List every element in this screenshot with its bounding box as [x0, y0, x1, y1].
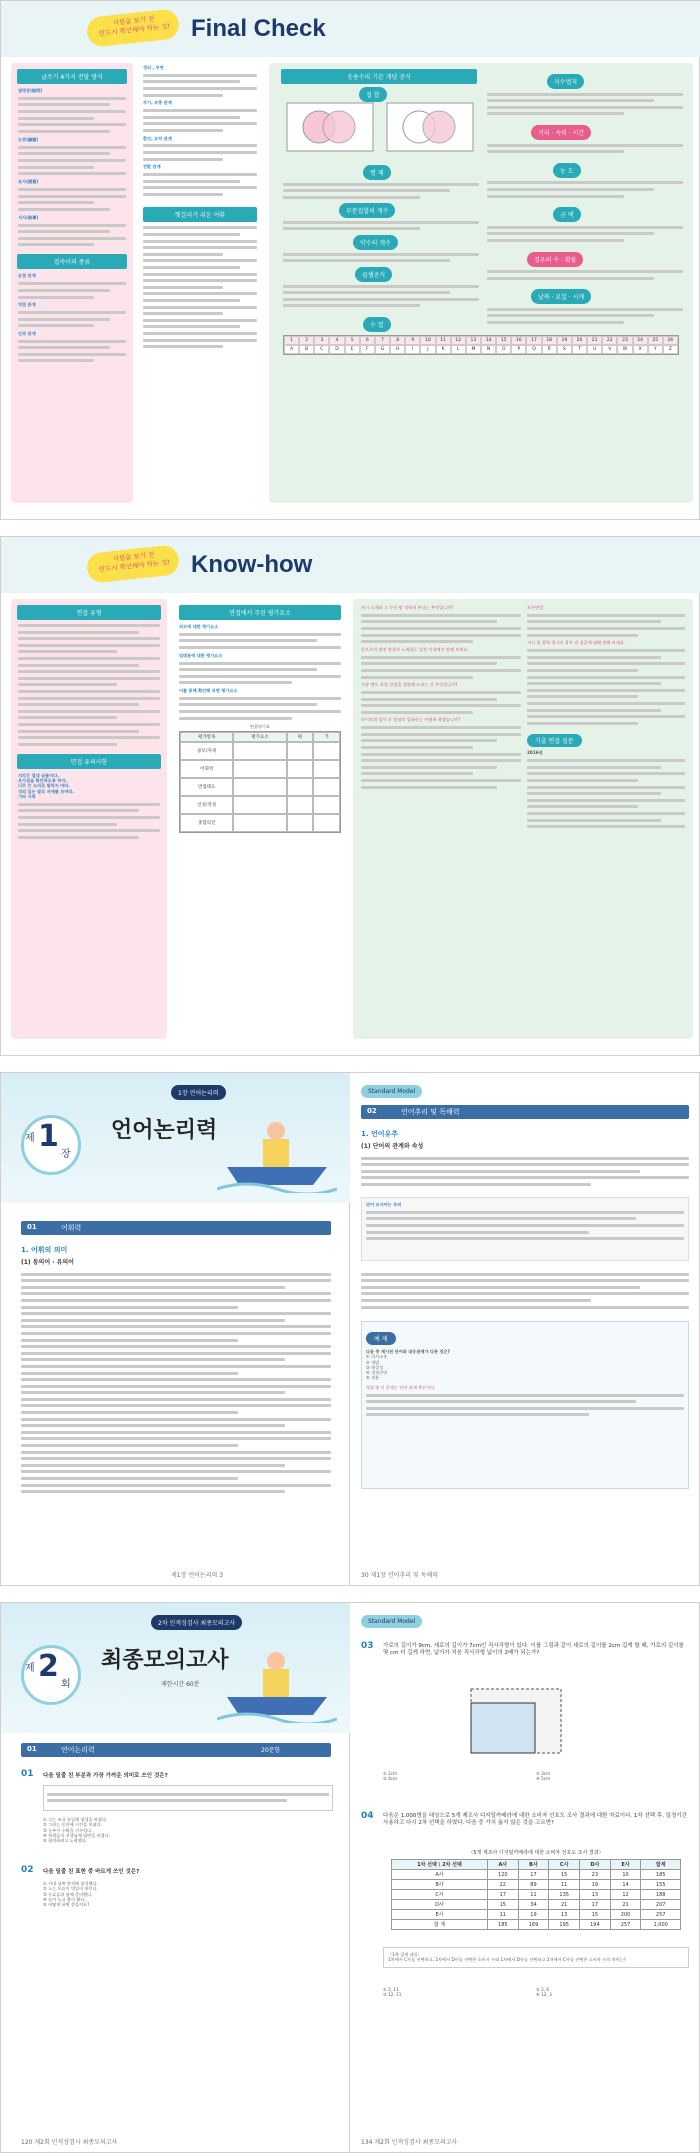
table-row: [392, 1920, 681, 1930]
left-page: [1, 1603, 350, 2152]
number-cell: 19: [557, 336, 572, 345]
number-cell: 18: [542, 336, 557, 345]
prop-lines: [283, 179, 479, 202]
left-item: 묘사(描寫): [18, 179, 39, 185]
number-cell: 13: [466, 336, 481, 345]
left-item2: 순접 관계: [18, 273, 36, 279]
empty-cell: [287, 760, 314, 778]
number-cell: 14: [481, 336, 496, 345]
left-point: 너무 큰 소리로 말하지 마라.: [18, 783, 70, 789]
table-header-cell: 평: [287, 732, 314, 742]
evaluation-table: [179, 731, 341, 833]
letter-cell: Q: [526, 345, 541, 354]
table-cell: 11: [549, 1880, 580, 1890]
mid-item: 주기, 보충 관계: [143, 100, 172, 106]
table-header-cell: 평가요소: [233, 732, 286, 742]
table-cell: 169: [518, 1920, 549, 1930]
letter-cell: M: [466, 345, 481, 354]
badge-text: 시험을 보기 전 반드시 확인해야 하는 것!: [98, 14, 171, 38]
letter-cell: T: [572, 345, 587, 354]
table-header-cell: 평가항목: [180, 732, 233, 742]
chapter-suffix: 회: [61, 1679, 71, 1690]
table-header-cell: E사: [610, 1860, 641, 1870]
row-label: 용모/자세: [180, 742, 233, 760]
left-panel: [11, 599, 167, 1039]
question-number: 04: [361, 1811, 374, 1821]
table-cell: 11: [518, 1890, 549, 1900]
left-header: 면접 유형: [17, 605, 161, 620]
letter-cell: O: [496, 345, 511, 354]
left-page: [1, 1073, 350, 1585]
table-cell: 188: [641, 1890, 681, 1900]
table-cell: 12: [610, 1890, 641, 1900]
empty-cell: [313, 778, 340, 796]
left-item: 논증(論證): [18, 136, 39, 142]
section-speed: 거리 · 속력 · 시간: [531, 125, 591, 140]
option[interactable]: ③ 4cm: [383, 1776, 398, 1782]
option[interactable]: ① 시내 남쪽 잔치에 참석했다.: [43, 1881, 98, 1886]
number-cell: 2: [299, 336, 314, 345]
page-title: Know-how: [191, 551, 313, 578]
section-date: 날짜 · 요일 · 시계: [531, 289, 591, 304]
chapter-suffix: 장: [61, 1149, 71, 1160]
survey-table: [391, 1859, 681, 1930]
row-label: 인성/적성: [180, 796, 233, 814]
mid-vocab-lines: [139, 226, 261, 348]
spread-know-how: [0, 536, 700, 1056]
empty-cell: [233, 814, 286, 832]
boat-illustration: [217, 1109, 337, 1193]
number-cell: 20: [572, 336, 587, 345]
right-tag: Standard Model: [361, 1085, 422, 1098]
example-box: [361, 1321, 689, 1489]
number-cell: 26: [663, 336, 678, 345]
page-number: 120 제2회 인적성검사 최종모의고사: [21, 2139, 118, 2146]
table-cell: 10: [610, 1870, 641, 1880]
section-subheading: (1) 동의어 · 유의어: [21, 1259, 74, 1266]
question-number: 02: [21, 1865, 34, 1875]
section-subset: 부분집합의 개수: [339, 203, 395, 218]
section-exponent: 지수법칙: [547, 74, 584, 89]
letter-cell: D: [329, 345, 344, 354]
letter-cell: F: [360, 345, 375, 354]
number-cell: 22: [602, 336, 617, 345]
table-cell: 15: [580, 1910, 611, 1920]
empty-cell: [287, 742, 314, 760]
option[interactable]: ① 2cm: [383, 1771, 398, 1776]
right-header: 응용수리 기본 개념 공식: [281, 69, 477, 84]
left-point: 지각은 절대 금물이다.: [18, 772, 59, 778]
rectangle-figure: [461, 1679, 581, 1763]
letter-cell: S: [557, 345, 572, 354]
q3-options: [383, 1771, 689, 1782]
question: 앞으로의 발전 방향과 노력하는 입장 이내에서 말해 보세요.: [361, 646, 469, 652]
table-row: [392, 1880, 681, 1890]
table-cell: 17: [518, 1870, 549, 1880]
row-label: 종합의견: [180, 814, 233, 832]
subheader-title: 언어논리력: [61, 1746, 95, 1754]
example-option: ③ 역상성: [366, 1364, 384, 1370]
letter-cell: H: [390, 345, 405, 354]
q4-options: [383, 1987, 689, 1998]
left-point: 성의 있는 말로 자세를 보여라.: [18, 788, 74, 794]
note-box-title: 단어 유사어는 주의: [366, 1202, 402, 1207]
question-text: 다음 밑줄 친 부분과 가장 가까운 의미로 쓰인 것은?: [43, 1773, 168, 1779]
passage-box: [43, 1785, 333, 1811]
option[interactable]: ④ 학생들이 선생님께 답변을 바쳤다.: [43, 1832, 111, 1838]
number-cell: 7: [375, 336, 390, 345]
table-cell: 200: [610, 1910, 641, 1920]
q1-options: [43, 1817, 333, 1843]
mid-items: [139, 63, 261, 201]
question-count: 20문항: [261, 1747, 281, 1754]
divisor-lines: [283, 249, 479, 266]
question: 지식 및 경력 평가의 경우 과 검증에 대해 말해 보세요.: [527, 640, 626, 646]
question: 라이트위 입사 후 열심히 일하라는 어떻게 하겠습니까?: [361, 717, 461, 723]
table-row: [392, 1890, 681, 1900]
left-items: [11, 88, 133, 246]
number-cell: 8: [390, 336, 405, 345]
page-title: Final Check: [191, 15, 326, 42]
right-section-subheading: (1) 단어의 관계와 속성: [361, 1143, 424, 1150]
left-item2: 역접 관계: [18, 302, 36, 308]
empty-cell: [287, 778, 314, 796]
table-header-cell: D사: [580, 1860, 611, 1870]
number-letter-table: [283, 335, 679, 355]
body-lines: [21, 1269, 331, 1497]
number-cell: 1: [284, 336, 299, 345]
letter-cell: V: [602, 345, 617, 354]
letter-cell: Z: [663, 345, 678, 354]
right-page: [351, 1073, 699, 1585]
option[interactable]: ③ 농부가 수확을 거두었다.: [43, 1827, 93, 1833]
example-option: ① 의사소통: [366, 1354, 388, 1360]
mid-point: 업태용에 대한 평가요소: [179, 652, 223, 658]
letter-cell: I: [405, 345, 420, 354]
number-cell: 17: [526, 336, 541, 345]
question: 자기 소개와 그 동안 탐 적에게 본다는 무엇입니까?: [361, 605, 454, 610]
row-label: 어휘력: [180, 760, 233, 778]
table-cell: 21: [610, 1900, 641, 1910]
section-tag: 2차 인적성검사 최종모의고사: [151, 1615, 242, 1630]
question: 토론면접: [527, 605, 544, 610]
right-panel: [269, 63, 693, 503]
number-cell: 4: [329, 336, 344, 345]
interview-questions-header: 기출 면접 질문: [527, 734, 582, 747]
section-probability: 경우의 수 · 확률: [527, 252, 583, 267]
boat-illustration: [217, 1639, 337, 1723]
table-row: [392, 1900, 681, 1910]
table-cell: 19: [580, 1880, 611, 1890]
left-item: 서사(敍事): [18, 214, 39, 220]
table-header-cell: B사: [518, 1860, 549, 1870]
letter-cell: B: [299, 345, 314, 354]
chapter-label: 제: [25, 1133, 35, 1144]
letter-cell: G: [375, 345, 390, 354]
table-cell: 155: [641, 1880, 681, 1890]
empty-cell: [287, 814, 314, 832]
letter-cell: A: [284, 345, 299, 354]
table-row: [180, 814, 340, 832]
year-label: 2016년: [527, 750, 543, 756]
left-panel: [11, 63, 133, 503]
table-row: [392, 1870, 681, 1880]
number-cell: 15: [496, 336, 511, 345]
table-cell: D사: [392, 1900, 488, 1910]
table-row: [392, 1910, 681, 1920]
q2-options: [43, 1881, 333, 1907]
empty-cell: [233, 742, 286, 760]
option[interactable]: ② 3cm: [536, 1771, 551, 1776]
main-title: 언어논리력: [111, 1118, 218, 1143]
table-cell: 194: [580, 1920, 611, 1930]
letter-cell: P: [511, 345, 526, 354]
table-title: 〈5개 제조사 디지털카메라에 대한 소비자 선호도 조사 결과〉: [468, 1850, 604, 1856]
mid-points: [175, 624, 345, 720]
left-lines: [11, 624, 167, 746]
table-cell: 17: [487, 1890, 518, 1900]
table-cell: 합 계: [392, 1920, 488, 1930]
empty-cell: [233, 796, 286, 814]
number-cell: 3: [314, 336, 329, 345]
section-concentration: 농 도: [553, 163, 581, 178]
right-panel: [353, 599, 693, 1039]
row-label: 면접태도: [180, 778, 233, 796]
option[interactable]: ① 그는 조국 통일에 평생을 바쳤다.: [43, 1817, 108, 1822]
letter-cell: R: [542, 345, 557, 354]
chapter-label: 제: [25, 1663, 35, 1674]
table-cell: B사: [392, 1880, 488, 1890]
option[interactable]: ⑤ 어떻게 하면 좋을까요?: [43, 1902, 90, 1908]
letter-cell: Y: [648, 345, 663, 354]
mid-item: 정의 , 부연: [143, 65, 164, 70]
right-subheader-title: 언어추리 및 독해력: [401, 1108, 460, 1116]
section-amount: 금 액: [553, 207, 581, 222]
table-cell: E사: [392, 1910, 488, 1920]
example-option: ⑤ 적용: [366, 1375, 380, 1381]
number-cell: 16: [511, 336, 526, 345]
section-tag: 1장 언어논리력: [171, 1085, 226, 1100]
section-proposition: 명 제: [363, 165, 391, 180]
empty-cell: [313, 814, 340, 832]
question-text: 다음은 1,000명을 대상으로 5개 제조사 디지털카메라에 대한 소비자 선호도 조사 결과에 대한 자료이다. 1차 선택 후, 일정기간 사용하고 다시 2차 선택을 하였다. 다음 중 가치 옳지 않은 것을 고르면?: [383, 1813, 687, 1826]
main-title: 최종모의고사: [101, 1648, 229, 1673]
question-text: 다음 밑줄 친 표현 중 바르게 쓰인 것은?: [43, 1869, 140, 1875]
option[interactable]: ② 그러는 동안에 시간을 보냈다.: [43, 1822, 102, 1828]
table-header-cell: 가: [313, 732, 340, 742]
number-cell: 21: [587, 336, 602, 345]
mid-point: 이를 통해 확인해 보면 평가요소: [179, 687, 238, 693]
spread-final-check: [0, 0, 700, 520]
empty-cell: [287, 796, 314, 814]
left-header: 글쓰기 4가지 전달 방식: [17, 69, 127, 84]
table-header-cell: 합계: [641, 1860, 681, 1870]
table-cell: C사: [392, 1890, 488, 1900]
table-cell: 1,000: [641, 1920, 681, 1930]
empty-cell: [313, 742, 340, 760]
table-row: [180, 760, 340, 778]
number-cell: 9: [405, 336, 420, 345]
letter-cell: L: [451, 345, 466, 354]
mid-point: 외모에 대한 평가요소: [179, 624, 219, 629]
spread-mock-test: [0, 1602, 700, 2153]
table-cell: 34: [518, 1900, 549, 1910]
right-body-lines-2: [361, 1269, 689, 1312]
right-col-b: [527, 605, 685, 832]
right-col-a: [361, 605, 521, 792]
chapter-number: 1: [38, 1119, 59, 1154]
number-cell: 6: [360, 336, 375, 345]
option[interactable]: ④ 12, 3: [536, 1992, 552, 1998]
table-cell: 23: [580, 1870, 611, 1880]
table-row: [180, 778, 340, 796]
empty-cell: [313, 760, 340, 778]
left-header-2: 접속어의 종류: [17, 254, 127, 269]
letter-cell: X: [633, 345, 648, 354]
section-heading: 1. 어휘의 의미: [21, 1246, 68, 1254]
number-cell: 25: [648, 336, 663, 345]
mid-item: 전환 관계: [143, 164, 161, 170]
side-sections: [487, 69, 683, 319]
table-cell: 185: [487, 1920, 518, 1930]
table-cell: 120: [487, 1870, 518, 1880]
table-cell: 257: [641, 1910, 681, 1920]
time-limit: 제한시간 60분: [161, 1681, 200, 1688]
question-number: 01: [21, 1769, 34, 1779]
condition-line: 1차에서 C사를 선택하고, 2차에서 D사를 선택한 소비자 수와 1차에서 D사를 선택하고 2차에서 C사를 선택한 소비자 수의 차이는?: [388, 1957, 626, 1963]
table-cell: 15: [549, 1870, 580, 1880]
table-cell: 195: [549, 1920, 580, 1930]
section-divisors: 약수의 개수: [353, 235, 398, 250]
number-cell: 24: [633, 336, 648, 345]
subheader-number: 01: [27, 1223, 37, 1231]
option[interactable]: ⑤ 합격하려고 노력했다.: [43, 1838, 88, 1844]
section-sequence: 수 열: [363, 317, 391, 332]
number-cell: 12: [451, 336, 466, 345]
right-subheader-number: 02: [367, 1107, 377, 1115]
option[interactable]: ① 2, 11: [383, 1987, 399, 1992]
left-points: [11, 773, 167, 839]
letter-cell: W: [617, 345, 632, 354]
table-header-cell: C사: [549, 1860, 580, 1870]
mid-item: 환언, 요약 관계: [143, 135, 172, 141]
empty-cell: [233, 778, 286, 796]
subheader-number: 01: [27, 1745, 37, 1753]
answer-hint: 정답 ③ 이 문제는 단어 관계 추론이다.: [366, 1384, 436, 1390]
table-cell: 89: [518, 1880, 549, 1890]
right-page: [351, 1603, 699, 2152]
table-cell: 15: [487, 1900, 518, 1910]
option[interactable]: ② 노는 모습이 멋있어 보인다.: [43, 1886, 98, 1892]
page-number: 제1장 언어논리력 3: [171, 1572, 224, 1579]
question: 가장 멘토 학원 장점을 설명해 드리는 것 무엇입니까?: [361, 682, 458, 688]
table-cell: 22: [487, 1880, 518, 1890]
question-text: 가로의 길이가 9cm, 세로의 길이가 7cm인 직사각형이 있다. 이를 그림과 같이 세로의 길이를 2cm 길게 할 때, 가로의 길이를 몇 cm 더 길게 하면, 넓이가 처음 직사각형 넓이의 2배가 되는가?: [383, 1643, 684, 1656]
subset-lines: [283, 217, 479, 234]
option[interactable]: ② 2, 6: [536, 1987, 550, 1992]
table-title: 면접평가표: [249, 723, 271, 729]
table-cell: A사: [392, 1870, 488, 1880]
table-header-cell: 1차 선택 \ 2차 선택: [392, 1860, 488, 1870]
table-cell: 135: [549, 1890, 580, 1900]
note-box: [361, 1197, 689, 1261]
table-header-cell: A사: [487, 1860, 518, 1870]
left-items-2: [11, 273, 133, 362]
option[interactable]: ③ 12, 11: [383, 1992, 402, 1998]
letter-cell: J: [420, 345, 435, 354]
table-cell: 14: [610, 1880, 641, 1890]
letter-cell: K: [436, 345, 451, 354]
empty-cell: [233, 760, 286, 778]
page-number: 134 제2회 인적성검사 최종모의고사: [361, 2139, 458, 2146]
option[interactable]: ④ 5cm: [536, 1776, 551, 1782]
left-header-2: 면접 유의사항: [17, 754, 161, 769]
mid-panel: [139, 63, 261, 503]
table-cell: 185: [641, 1870, 681, 1880]
number-cell: 10: [420, 336, 435, 345]
mid-panel: [175, 599, 345, 1039]
left-item: 설명문(說明): [18, 88, 43, 93]
letter-cell: E: [345, 345, 360, 354]
table-cell: 19: [518, 1910, 549, 1920]
left-point: 기타 사항: [18, 793, 36, 799]
page-number: 30 제1장 언어추리 및 독해력: [361, 1572, 439, 1579]
badge-text: 시험을 보기 전 반드시 확인해야 하는 것!: [98, 550, 171, 574]
option[interactable]: ④ 눈이 녹고 봄이 왔다.: [43, 1896, 86, 1902]
section-sets: 집 합: [359, 87, 387, 102]
empty-cell: [313, 796, 340, 814]
letter-cell: U: [587, 345, 602, 354]
table-cell: 21: [549, 1900, 580, 1910]
right-body-lines: [361, 1153, 689, 1190]
condition-line: 〈1차 집계 대상〉: [388, 1952, 422, 1957]
letter-cell: C: [314, 345, 329, 354]
right-section-heading: 1. 언어유추: [361, 1130, 399, 1138]
venn-diagrams: [283, 99, 479, 159]
mult-lines: [283, 281, 479, 311]
table-cell: 207: [641, 1900, 681, 1910]
table-row: [180, 742, 340, 760]
mid-header: 면접에서 주된 평가요소: [179, 605, 341, 620]
right-tag: Standard Model: [361, 1615, 422, 1628]
mid-header: 헷갈리기 쉬운 어휘: [143, 207, 257, 222]
chapter-number: 2: [38, 1649, 59, 1684]
table-cell: 257: [610, 1920, 641, 1930]
table-cell: 17: [580, 1900, 611, 1910]
example-option: ④ 경직진단: [366, 1370, 388, 1376]
option[interactable]: ③ 동료들과 함께 준비했다.: [43, 1891, 93, 1897]
example-title: 예 제: [366, 1332, 396, 1345]
number-cell: 23: [617, 336, 632, 345]
example-question: 다음 중 제시된 단어와 대응관계가 다른 것은?: [366, 1349, 450, 1354]
table-cell: 13: [580, 1890, 611, 1900]
example-option: ② 개발: [366, 1359, 380, 1365]
table-row: [180, 796, 340, 814]
spread-chapter-1: [0, 1072, 700, 1586]
condition-box: [383, 1947, 689, 1968]
table-cell: 13: [549, 1910, 580, 1920]
section-multiplication: 곱셈공식: [355, 267, 392, 282]
number-cell: 11: [436, 336, 451, 345]
question-number: 03: [361, 1641, 374, 1651]
left-point: 옷가짐을 확인하도록 하자.: [18, 777, 68, 783]
table-cell: 11: [487, 1910, 518, 1920]
left-item2: 인과 관계: [18, 330, 36, 336]
letter-cell: N: [481, 345, 496, 354]
number-cell: 5: [345, 336, 360, 345]
subheader-title: 어휘력: [61, 1224, 82, 1232]
